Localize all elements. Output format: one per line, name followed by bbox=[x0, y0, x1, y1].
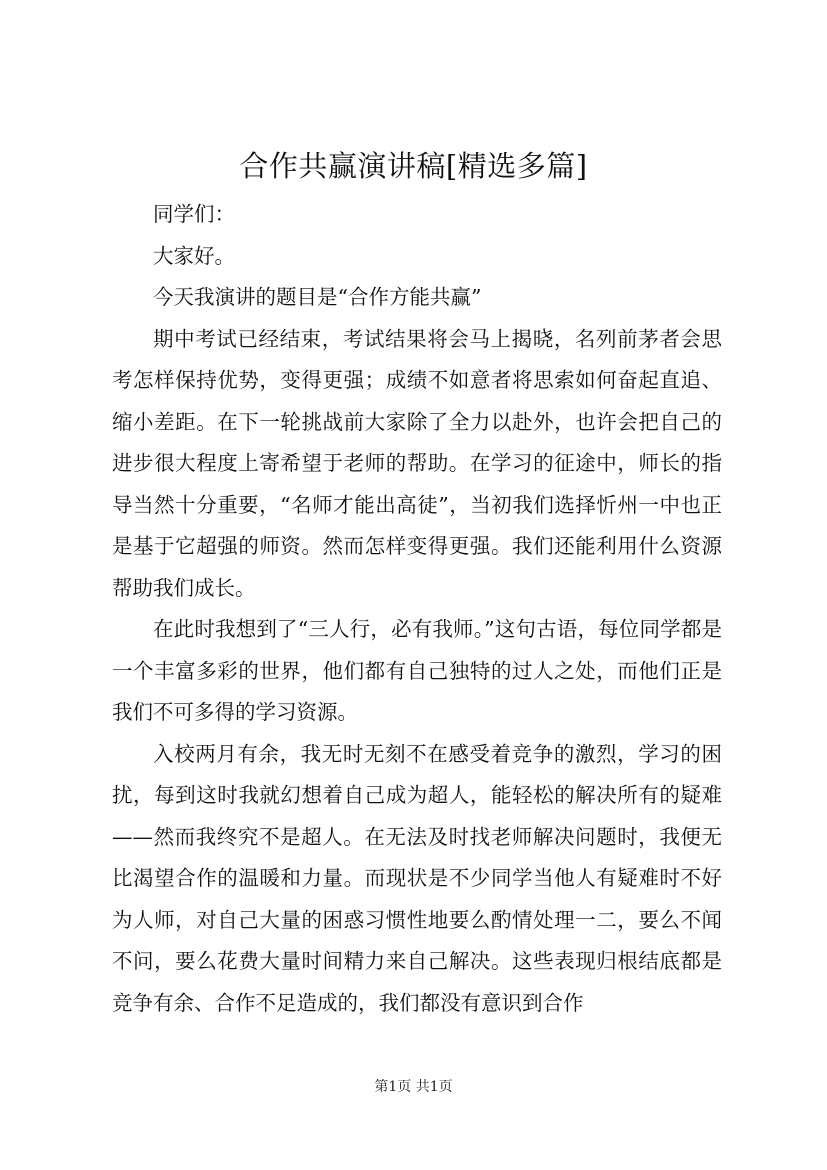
paragraph-body-2: 在此时我想到了“三人行，必有我师。”这句古语，每位同学都是一个丰富多彩的世界，他们都有自己独特的过人之处，而他们正是我们不可多得的学习资源。 bbox=[112, 617, 722, 724]
paragraph-body-1: 期中考试已经结束，考试结果将会马上揭晓，名列前茅者会思考怎样保持优势，变得更强；成绩不如意者将思索如何奋起直追、缩小差距。在下一轮挑战前大家除了全力以赴外，也许会把自己的进步很大程度上寄希望于老师的帮助。在学习的征途中，师长的指导当然十分重要，“名师才能出高徒”，当初我们选择忻州一中也正是基于它超强的师资。然而怎样变得更强。我们还能利用什么资源帮助我们成长。 bbox=[112, 326, 722, 600]
paragraph-greeting: 同学们： bbox=[153, 202, 235, 226]
paragraph-salutation: 大家好。 bbox=[153, 243, 235, 268]
paragraph-topic: 今天我演讲的题目是“合作方能共赢” bbox=[153, 285, 482, 309]
document-title: 合作共赢演讲稿[精选多篇] bbox=[239, 149, 588, 183]
page-number-footer: 第1页 共1页 bbox=[374, 1079, 453, 1095]
paragraph-body-3: 入校两月有余，我无时无刻不在感受着竞争的激烈，学习的困扰，每到这时我就幻想着自己成为超人，能轻松的解决所有的疑难——然而我终究不是超人。在无法及时找老师解决问题时，我便无比渴望合作的温暖和力量。而现状是不少同学当他人有疑难时不好为人师，对自己大量的困惑习惯性地要么酌情处理一二，要么不闻不问，要么花费大量时间精力来自己解决。这些表现归根结底都是竞争有余、合作不足造成的，我们都没有意识到合作 bbox=[112, 741, 722, 1015]
document-body bbox=[112, 194, 722, 1024]
